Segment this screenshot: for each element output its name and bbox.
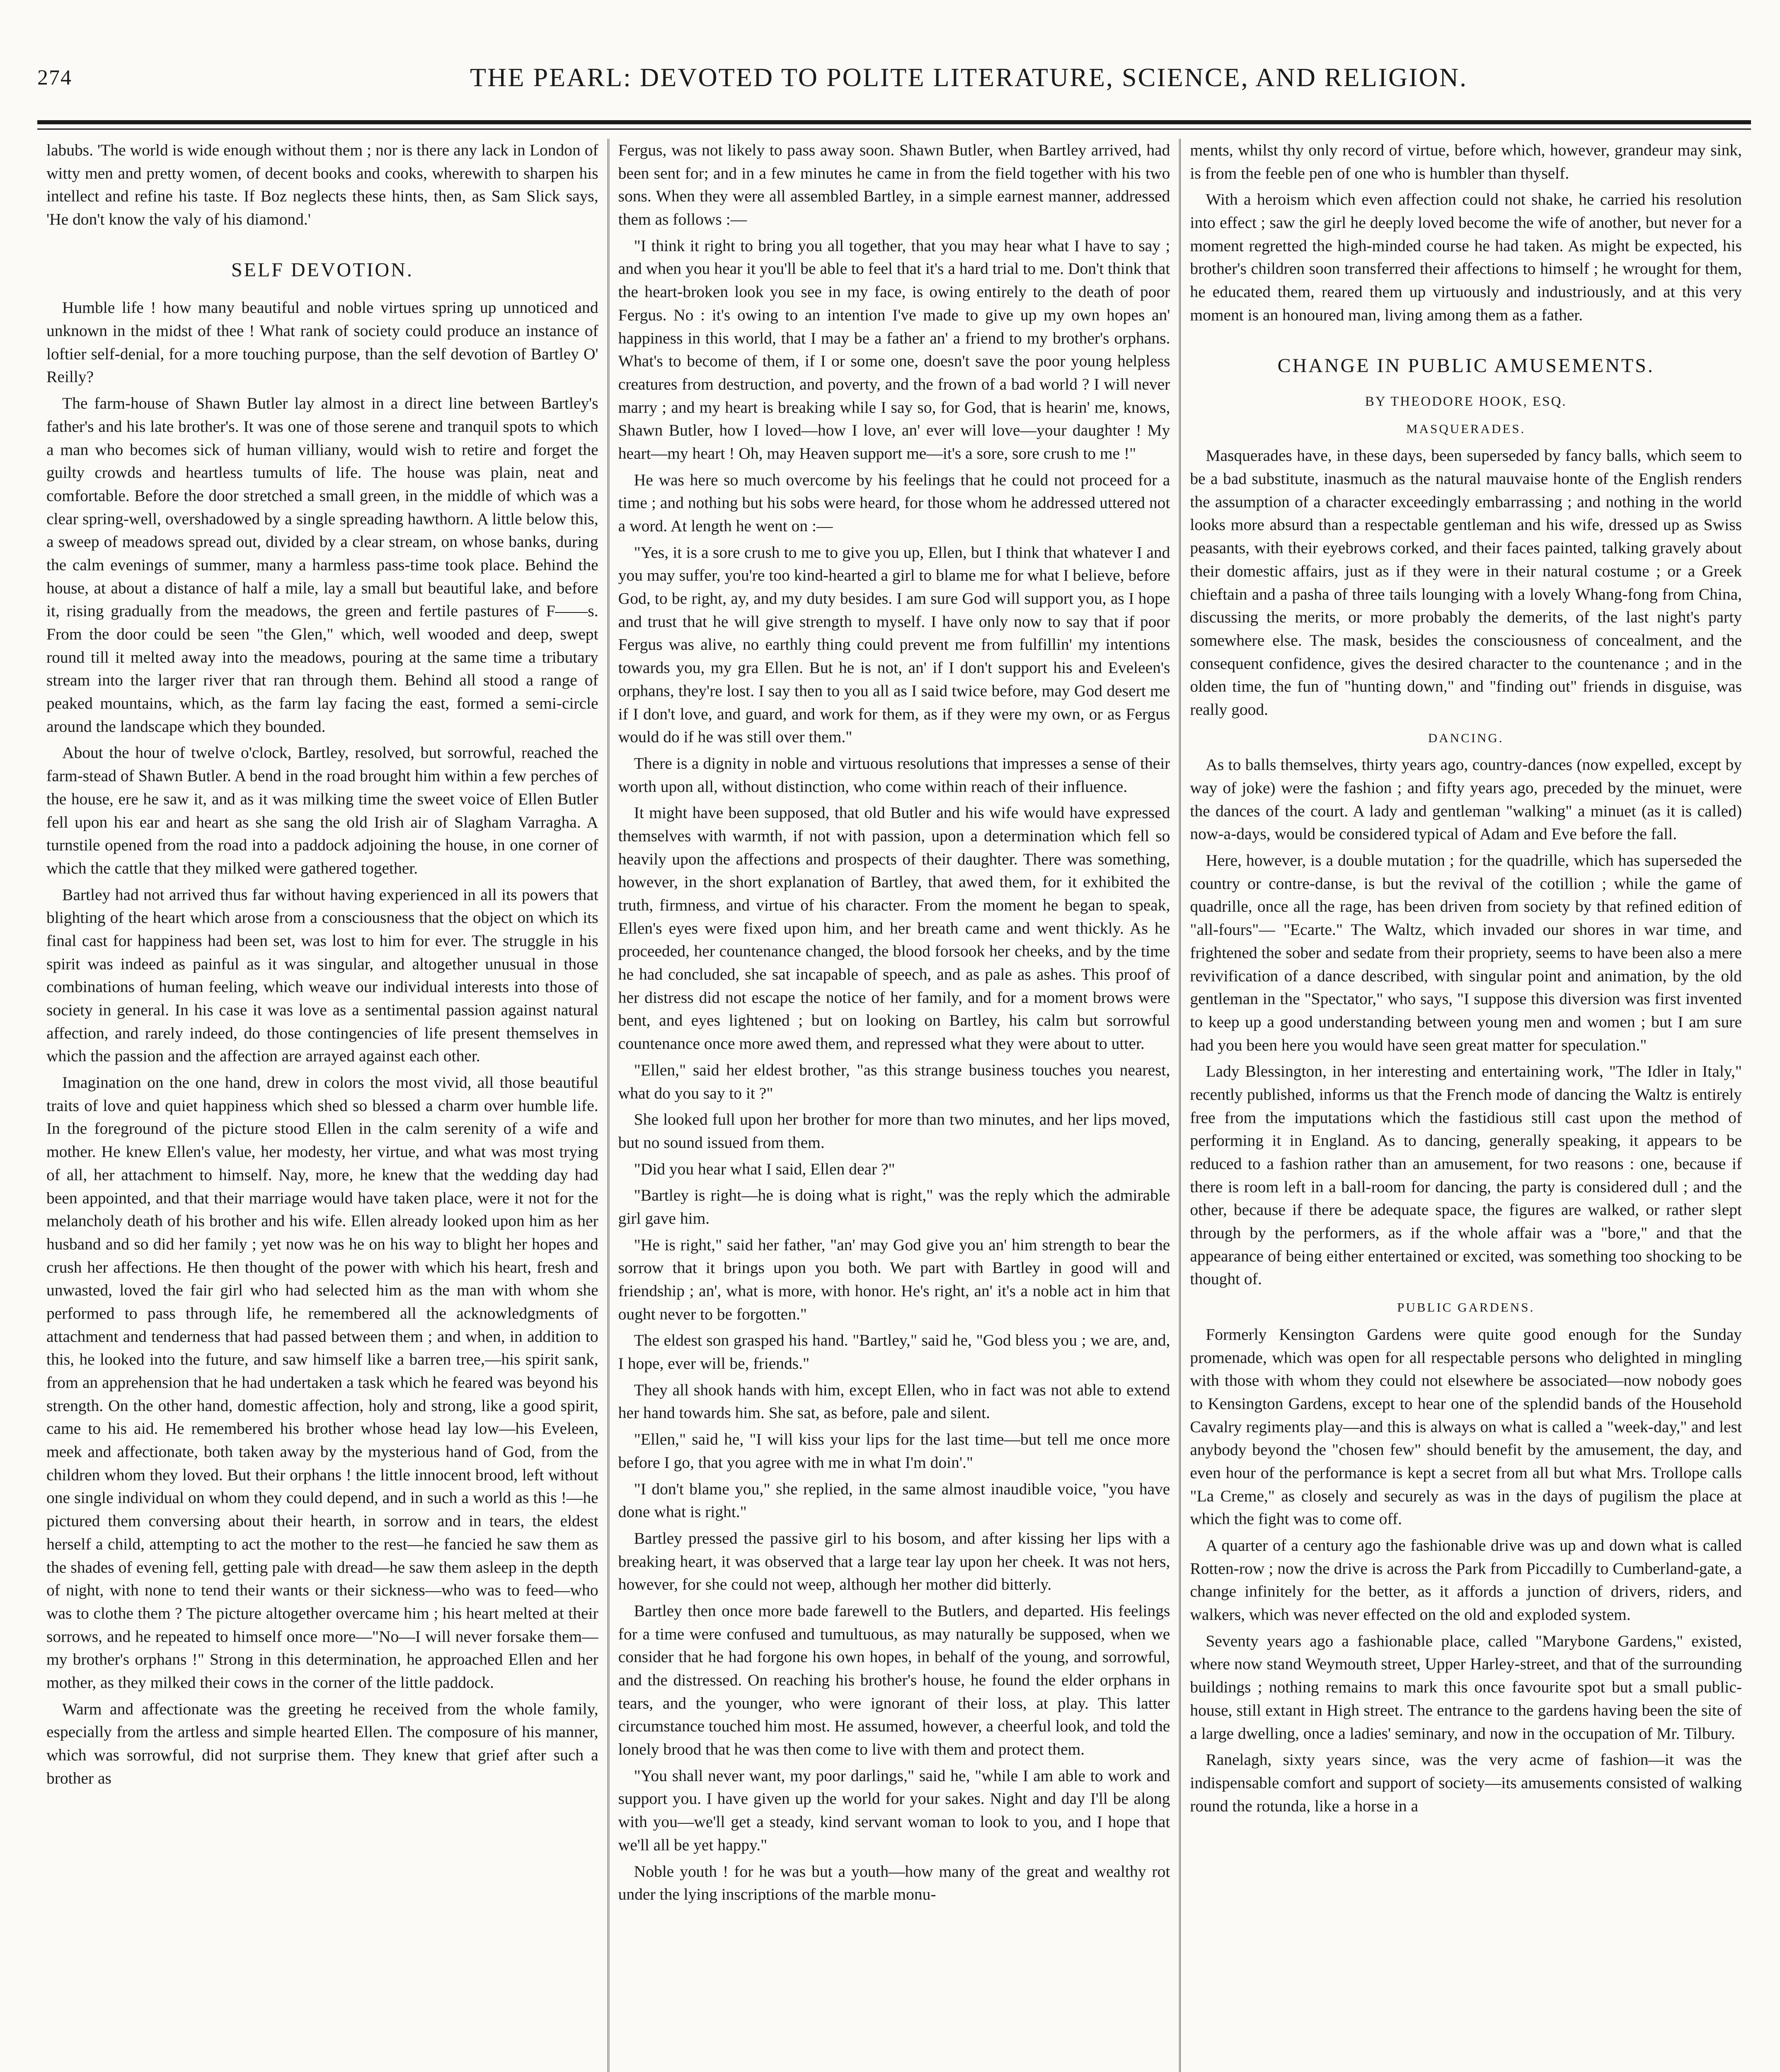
section-title: CHANGE IN PUBLIC AMUSEMENTS. — [1277, 354, 1654, 377]
section-subhead: MASQUERADES. — [1406, 421, 1526, 436]
paragraph: "Ellen," said her eldest brother, "as this strange business touches you nearest, what do you say to it ?" — [618, 1060, 1170, 1102]
column-2 — [608, 139, 1179, 2072]
paragraph: It might have been supposed, that old Butler and his wife would have expressed themselves with warmth, if not with passion, upon a determination which fell so heavily upon the affections and prospects of their daughter. There was something, however, in the short explanation of Bartley, that awed them, for it exhibited the truth, firmness, and virtue of his character. From the moment he began to speak, Ellen's eyes were fixed upon him, and her breath came and went thickly. As he proceeded, her countenance changed, the blood forsook her cheeks, and by the time he had concluded, she sat incapable of speech, and as pale as ashes. This proof of her distress did not escape the notice of her family, and for a moment brows were bent, and eyes lightened ; but on looking on Bartley, his calm but sorrowful countenance once more awed them, and repressed what they were about to utter. — [618, 804, 1170, 1053]
paragraph: "Did you hear what I said, Ellen dear ?" — [634, 1159, 895, 1178]
paragraph: Ranelagh, sixty years since, was the very acme of fashion—it was the indispensable comfort and support of society—its amusements consisted of walking round the rotunda, like a horse in a — [1190, 1750, 1742, 1815]
paragraph: A quarter of a century ago the fashionable drive was up and down what is called Rotten-row ; now the drive is across the Park from Piccadilly to Cumberland-gate, a change infinitely for the better, as it affords a junction of drivers, riders, and walkers, which was never effected on the old and exploded system. — [1190, 1536, 1742, 1624]
paragraph: "I think it right to bring you all together, that you may hear what I have to say ; and when you hear it you'll be able to feel that it's a hard trial to me. Don't think that the heart-broken look you see in my face, is owing entirely to the death of poor Fergus. No : it's owing to an intention I've made to give up my own hopes an' happiness in this world, that I may be a father an' a friend to my brother's orphans. What's to become of them, if I or some one, doesn't save the poor young helpless creatures from destruction, and poverty, and the frown of a bad world ? I will never marry ; and my heart is breaking while I say so, for God, that is hearin' me, knows, Shawn Butler, how I loved—how I love, an' ever will love—your daughter ! My heart—my heart ! Oh, may Heaven support me—it's a sore, sore crush to me !" — [618, 236, 1170, 462]
section-title: SELF DEVOTION. — [231, 259, 414, 281]
paragraph: With a heroism which even affection could not shake, he carried his resolution into effect ; saw the girl he deeply loved become the wife of another, but never for a moment regretted the high-minded course he had taken. As might be expected, his brother's children soon transferred their affections to himself ; he wrought for them, he educated them, reared them up virtuously and industriously, and at this very moment is an honoured man, living among them as a father. — [1190, 190, 1742, 324]
running-title: THE PEARL: DEVOTED TO POLITE LITERATURE, SCIENCE, AND RELIGION. — [470, 63, 1468, 92]
text-columns — [37, 139, 1751, 2072]
paragraph: They all shook hands with him, except Ellen, who in fact was not able to extend her hand towards him. She sat, as before, pale and silent. — [618, 1380, 1170, 1422]
paragraph: Noble youth ! for he was but a youth—how many of the great and wealthy rot under the lying inscriptions of the marble monu- — [618, 1862, 1170, 1904]
paragraph: Fergus, was not likely to pass away soon. Shawn Butler, when Bartley arrived, had been sent for; and in a few minutes he came in from the field together with his two sons. When they were all assembled Bartley, in a simple earnest manner, addressed them as follows :— — [618, 141, 1170, 229]
paragraph: The eldest son grasped his hand. "Bartley," said he, "God bless you ; we are, and, I hope, ever will be, friends." — [618, 1331, 1170, 1373]
paragraph: He was here so much overcome by his feelings that he could not proceed for a time ; and nothing but his sobs were heard, for those whom he addressed uttered not a word. At length he went on :— — [618, 470, 1170, 535]
paragraph: Imagination on the one hand, drew in colors the most vivid, all those beautiful traits of love and quiet happiness which shed so blessed a charm over humble life. In the foreground of the picture stood Ellen in the calm serenity of a wife and mother. He knew Ellen's value, her modesty, her virtue, and what was most trying of all, her attachment to himself. Nay, more, he knew that the wedding day had been appointed, and that their marriage would have taken place, were it not for the melancholy death of his brother and his wife. Ellen already looked upon him as her husband and so did her family ; yet now was he on his way to blight her hopes and crush her affections. He then thought of the power with which his heart, fresh and unwasted, loved the fair girl who had selected him as the man with whom she performed to pass through life, he remembered all the acknowledgments of attachment and tenderness that had passed between them ; and when, in addition to this, he looked into the future, and saw himself like a barren tree,—his spirit sank, from an apprehension that he had undertaken a task which he feared was beyond his strength. On the other hand, domestic affection, holy and strong, like a good spirit, came to his aid. He remembered his brother whose head lay low—his Eveleen, meek and affectionate, both taken away by the mysterious hand of God, from the children whom they loved. But their orphans ! the little innocent brood, left without one single individual on whom they could depend, and in such a world as this !—he pictured them conversing about their hearth, in sorrow and in tears, the eldest herself a child, attempting to act the mother to the rest—he fancied he saw them as the shades of evening fell, getting pale with dread—he saw them asleep in the depth of night, with none to tend their wants or their sickness—who was to feed—who was to clothe them ? The picture altogether overcame him ; his heart melted at their sorrows, and he repeated to himself once more—"No—I will never forsake them—my brother's orphans !" Strong in this determination, he approached Ellen and her mother, as they milked their cows in the corner of the little paddock. — [46, 1073, 598, 1692]
section-subhead: DANCING. — [1428, 730, 1504, 745]
paragraph: Warm and affectionate was the greeting he received from the whole family, especially from the artless and simple hearted Ellen. The composure of his manner, which was sorrowful, did not surprise them. They knew that grief after such a brother as — [46, 1699, 598, 1787]
paragraph: There is a dignity in noble and virtuous resolutions that impresses a sense of their worth upon all, without distinction, who come within reach of their influence. — [618, 754, 1170, 796]
paragraph: "Bartley is right—he is doing what is right," was the reply which the admirable girl gave him. — [618, 1186, 1170, 1227]
paragraph: "Ellen," said he, "I will kiss your lips for the last time—but tell me once more before I go, that you agree with me in what I'm doin'." — [618, 1430, 1170, 1472]
paragraph: labubs. 'The world is wide enough without them ; nor is there any lack in London of witty men and pretty women, of decent books and cooks, wherewith to sharpen his intellect and refine his taste. If Boz neglects these hints, then, as Sam Slick says, 'He don't know the valy of his diamond.' — [46, 141, 598, 229]
paragraph: "Yes, it is a sore crush to me to give you up, Ellen, but I think that whatever I and you may suffer, you're too kind-hearted a girl to blame me for what I believe, before God, to be right, ay, and my duty besides. I am sure God will support you, as I hope and trust that he will give strength to myself. I have only now to say that if poor Fergus was alive, no earthly thing could prevent me from fulfillin' my intentions towards you, my gra Ellen. But he is not, an' if I don't support his and Eveleen's orphans, they're lost. I say then to you all as I said twice before, may God desert me if I don't love, and guard, and work for them, as if they were my own, or as Fergus would do if he was still over them." — [618, 543, 1170, 746]
paragraph: Bartley pressed the passive girl to his bosom, and after kissing her lips with a breaking heart, it was observed that a large tear lay upon her cheek. It was not hers, however, for she could not weep, although her mother did bitterly. — [618, 1529, 1170, 1594]
paragraph: "I don't blame you," she replied, in the same almost inaudible voice, "you have done what is right." — [618, 1479, 1170, 1521]
paragraph: Lady Blessington, in her interesting and entertaining work, "The Idler in Italy," recently published, informs us that the French mode of dancing the Waltz is entirely free from the imputations which the fastidious still cast upon the method of performing it in England. As to dancing, generally speaking, it appears to be reduced to a fashion rather than an amusement, for two reasons : one, because if there is room left in a ball-room for dancing, the party is considered dull ; and the other, because if there be adequate space, the figures are walked, or rather slept through by the performers, as if the whole affair was a "bore," and that the appearance of being either entertained or excited, was something too shocking to be thought of. — [1190, 1062, 1742, 1288]
paragraph: Humble life ! how many beautiful and noble virtues spring up unnoticed and unknown in the midst of thee ! What rank of society could produce an instance of loftier self-denial, for a more touching purpose, than the self devotion of Bartley O' Reilly? — [46, 298, 598, 386]
paragraph: Seventy years ago a fashionable place, called "Marybone Gardens," existed, where now stand Weymouth street, Upper Harley-street, and that of the surrounding buildings ; nothing remains to mark this once favourite spot but a small public-house, still extant in High street. The entrance to the gardens having been the site of a large dwelling, once a ladies' seminary, and now in the occupation of Mr. Tilbury. — [1190, 1631, 1742, 1743]
paragraph: As to balls themselves, thirty years ago, country-dances (now expelled, except by way of joke) were the fashion ; and fifty years ago, preceded by the minuet, were the dances of the court. A lady and gentleman "walking" a minuet (as it is called) now-a-days, would be considered typical of Adam and Eve before the fall. — [1190, 755, 1742, 843]
header-rule-thick — [37, 120, 1751, 124]
paragraph: Bartley had not arrived thus far without having experienced in all its powers that blighting of the heart which arose from a consciousness that the object on which its final cast for happiness had been set, was lost to him for ever. The struggle in his spirit was indeed as painful as it was singular, and altogether unusual in those combinations of human feeling, which weave our individual interests into those of society in general. In his case it was love as a sentimental passion against natural affection, and rarely indeed, do those contingencies of life present themselves in which the passion and the affection are arrayed against each other. — [46, 885, 598, 1065]
paragraph: About the hour of twelve o'clock, Bartley, resolved, but sorrowful, reached the farm-stead of Shawn Butler. A bend in the road brought him within a few perches of the house, ere he saw it, and as it was milking time the sweet voice of Ellen Butler fell upon his ear and heart as she sang the old Irish air of Slagham Varragha. A turnstile opened from the road into a paddock adjoining the house, in one corner of which the cattle that they milked were gathered together. — [46, 743, 598, 877]
article-byline: BY THEODORE HOOK, ESQ. — [1365, 394, 1567, 409]
paragraph: "He is right," said her father, "an' may God give you an' him strength to bear the sorrow that it brings upon you both. We part with Bartley in good will and friendship ; an', what is more, with honor. He's right, an' it's a noble act in him that ought never to be forgotten." — [618, 1235, 1170, 1323]
page-number: 274 — [37, 66, 72, 90]
paragraph: "You shall never want, my poor darlings," said he, "while I am able to work and support you. I have given up the world for your sakes. Night and day I'll be along with you—we'll get a steady, kind servant woman to look to you, and I hope that we'll all be yet happy." — [618, 1766, 1170, 1854]
column-1 — [37, 139, 608, 2072]
paragraph: Formerly Kensington Gardens were quite good enough for the Sunday promenade, which was open for all respectable persons who delighted in mingling with those with whom they could not elsewhere be associated—now nobody goes to Kensington Gardens, except to hear one of the splendid bands of the Household Cavalry regiments play—and this is always on what is called a "week-day," and lest anybody beyond the "chosen few" should benefit by the amusement, the day, and even hour of the performance is kept a secret from all but what Mrs. Trollope calls "La Creme," as closely and securely as was in the days of pugilism the place at which the fight was to come off. — [1190, 1325, 1742, 1528]
paragraph: She looked full upon her brother for more than two minutes, and her lips moved, but no sound issued from them. — [618, 1110, 1170, 1152]
column-3 — [1179, 139, 1751, 2072]
paragraph: Masquerades have, in these days, been superseded by fancy balls, which seem to be a bad substitute, inasmuch as the natural mauvaise honte of the English renders the assumption of a character exceedingly embarrassing ; and nothing in the world looks more absurd than a respectable gentleman and his wife, dressed up as Swiss peasants, with their eyebrows corked, and their faces painted, talking gravely about their domestic affairs, just as if they were in their natural costume ; or a Greek chieftain and a pasha of three tails lounging with a lovely Whang-fong from China, discussing the merits, or more probably the demerits, of the last night's party somewhere else. The mask, besides the consciousness of concealment, and the consequent confidence, gives the desired character to the countenance ; and in the olden time, the fun of "hunting down," and "finding out" friends in disguise, was really good. — [1190, 446, 1742, 719]
paragraph: Bartley then once more bade farewell to the Butlers, and departed. His feelings for a time were confused and tumultuous, as may naturally be supposed, when we consider that he had forgone his own hopes, in behalf of the young, and sorrowful, and the distressed. On reaching his brother's house, he found the elder orphans in tears, and the younger, who were ignorant of their loss, at play. This latter circumstance touched him most. He assumed, however, a cheerful look, and told the lonely brood that he was then come to live with them and protect them. — [618, 1601, 1170, 1759]
page-header — [37, 62, 1751, 116]
paragraph: Here, however, is a double mutation ; for the quadrille, which has superseded the country or contre-danse, is but the revival of the cotillion ; while the game of quadrille, once all the rage, has been driven from society by that refined edition of "all-fours"— "Ecarte." The Waltz, which invaded our shores in war time, and frightened the sober and sedate from their propriety, seems to have been also a mere revivification of a dance described, with singular point and animation, by the old gentleman in the "Spectator," who says, "I suppose this diversion was first invented to keep up a good understanding between young men and women ; but I am sure had you been here you would have seen great matter for speculation." — [1190, 851, 1742, 1054]
paragraph: The farm-house of Shawn Butler lay almost in a direct line between Bartley's father's and his late brother's. It was one of those serene and tranquil spots to which a man who becomes sick of human villiany, would wish to retire and forget the guilty crowds and heartless tumults of life. The house was plain, neat and comfortable. Before the door stretched a small green, in the middle of which was a clear spring-well, overshadowed by a single spreading hawthorn. A little below this, a sweep of meadows spread out, divided by a clear stream, on whose banks, during the calm evenings of summer, many a harmless pass-time took place. Behind the house, at about a distance of half a mile, lay a small but beautiful lake, and before it, rising gradually from the meadows, the green and fertile pastures of F——s. From the door could be seen "the Glen," which, well wooded and deep, swept round till it melted away into the meadows, pouring at the same time a tributary stream into the larger river that ran through them. Behind all stood a range of peaked mountains, which, as the farm lay facing the east, formed a semi-circle around the landscape which they bounded. — [46, 394, 598, 736]
section-subhead: PUBLIC GARDENS. — [1397, 1300, 1535, 1315]
header-rule-thin — [37, 128, 1751, 130]
paragraph: ments, whilst thy only record of virtue, before which, however, grandeur may sink, is from the feeble pen of one who is humbler than thyself. — [1190, 141, 1742, 182]
